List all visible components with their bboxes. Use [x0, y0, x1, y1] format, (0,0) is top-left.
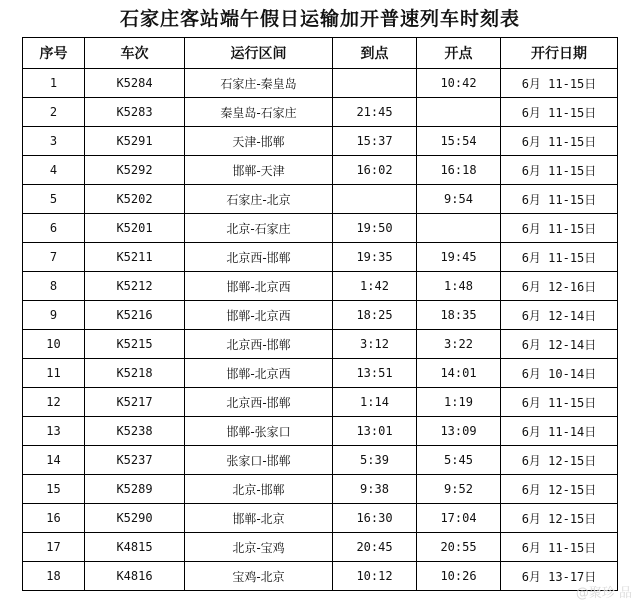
table-row	[23, 446, 618, 475]
cell-train: K5215	[85, 330, 185, 359]
cell-train: K5217	[85, 388, 185, 417]
cell-route: 石家庄-秦皇岛	[185, 69, 333, 98]
cell-train: K5211	[85, 243, 185, 272]
cell-depart: 1:48	[417, 272, 501, 301]
cell-route: 邯郸-天津	[185, 156, 333, 185]
cell-route: 北京西-邯郸	[185, 330, 333, 359]
cell-depart: 20:55	[417, 533, 501, 562]
cell-depart: 9:54	[417, 185, 501, 214]
cell-dates: 6月 11-15日	[501, 533, 618, 562]
cell-arrive: 19:35	[333, 243, 417, 272]
cell-train: K5290	[85, 504, 185, 533]
table-row	[23, 388, 618, 417]
cell-train: K5283	[85, 98, 185, 127]
cell-route: 秦皇岛-石家庄	[185, 98, 333, 127]
cell-train: K4816	[85, 562, 185, 591]
table-row	[23, 417, 618, 446]
cell-train: K5212	[85, 272, 185, 301]
cell-depart: 14:01	[417, 359, 501, 388]
cell-depart: 15:54	[417, 127, 501, 156]
cell-arrive: 21:45	[333, 98, 417, 127]
cell-arrive: 5:39	[333, 446, 417, 475]
header-depart: 开点	[417, 38, 501, 69]
cell-route: 张家口-邯郸	[185, 446, 333, 475]
cell-dates: 6月 11-15日	[501, 214, 618, 243]
cell-arrive	[333, 69, 417, 98]
cell-seq: 14	[23, 446, 85, 475]
cell-seq: 1	[23, 69, 85, 98]
cell-seq: 11	[23, 359, 85, 388]
cell-route: 北京西-邯郸	[185, 388, 333, 417]
header-seq: 序号	[23, 38, 85, 69]
cell-route: 北京-宝鸡	[185, 533, 333, 562]
cell-depart: 17:04	[417, 504, 501, 533]
table-row	[23, 98, 618, 127]
cell-depart: 9:52	[417, 475, 501, 504]
cell-seq: 4	[23, 156, 85, 185]
cell-seq: 2	[23, 98, 85, 127]
cell-seq: 17	[23, 533, 85, 562]
cell-seq: 18	[23, 562, 85, 591]
cell-train: K5284	[85, 69, 185, 98]
cell-seq: 15	[23, 475, 85, 504]
table-row	[23, 475, 618, 504]
table-row	[23, 69, 618, 98]
cell-depart: 19:45	[417, 243, 501, 272]
cell-dates: 6月 11-15日	[501, 69, 618, 98]
cell-depart: 18:35	[417, 301, 501, 330]
cell-seq: 10	[23, 330, 85, 359]
watermark-text: @聚珍 品	[575, 586, 632, 601]
cell-dates: 6月 11-15日	[501, 388, 618, 417]
cell-depart: 5:45	[417, 446, 501, 475]
cell-seq: 9	[23, 301, 85, 330]
cell-depart: 10:42	[417, 69, 501, 98]
cell-arrive	[333, 185, 417, 214]
cell-seq: 7	[23, 243, 85, 272]
cell-depart: 13:09	[417, 417, 501, 446]
cell-train: K5237	[85, 446, 185, 475]
table-row	[23, 127, 618, 156]
cell-dates: 6月 12-14日	[501, 301, 618, 330]
cell-dates: 6月 11-14日	[501, 417, 618, 446]
cell-route: 邯郸-张家口	[185, 417, 333, 446]
table-row	[23, 562, 618, 591]
table-row	[23, 301, 618, 330]
cell-dates: 6月 12-15日	[501, 446, 618, 475]
cell-arrive: 1:14	[333, 388, 417, 417]
cell-dates: 6月 11-15日	[501, 127, 618, 156]
cell-route: 石家庄-北京	[185, 185, 333, 214]
cell-seq: 13	[23, 417, 85, 446]
cell-train: K5292	[85, 156, 185, 185]
cell-train: K5238	[85, 417, 185, 446]
cell-arrive: 15:37	[333, 127, 417, 156]
cell-dates: 6月 11-15日	[501, 98, 618, 127]
cell-arrive: 18:25	[333, 301, 417, 330]
page-title: 石家庄客站端午假日运输加开普速列车时刻表	[119, 8, 520, 30]
header-train: 车次	[85, 38, 185, 69]
cell-train: K5289	[85, 475, 185, 504]
schedule-body	[23, 69, 618, 591]
cell-arrive: 13:01	[333, 417, 417, 446]
train-schedule-table	[22, 37, 618, 591]
cell-depart: 10:26	[417, 562, 501, 591]
cell-seq: 6	[23, 214, 85, 243]
cell-dates: 6月 12-15日	[501, 475, 618, 504]
cell-arrive: 19:50	[333, 214, 417, 243]
cell-route: 北京-石家庄	[185, 214, 333, 243]
cell-route: 宝鸡-北京	[185, 562, 333, 591]
cell-seq: 3	[23, 127, 85, 156]
cell-depart	[417, 214, 501, 243]
header-route: 运行区间	[185, 38, 333, 69]
cell-route: 邯郸-北京西	[185, 359, 333, 388]
cell-dates: 6月 12-16日	[501, 272, 618, 301]
cell-dates: 6月 13-17日	[501, 562, 618, 591]
cell-train: K5202	[85, 185, 185, 214]
cell-depart: 1:19	[417, 388, 501, 417]
cell-route: 邯郸-北京	[185, 504, 333, 533]
cell-seq: 5	[23, 185, 85, 214]
table-row	[23, 533, 618, 562]
cell-train: K5291	[85, 127, 185, 156]
cell-arrive: 1:42	[333, 272, 417, 301]
cell-train: K5201	[85, 214, 185, 243]
cell-dates: 6月 12-15日	[501, 504, 618, 533]
cell-train: K5218	[85, 359, 185, 388]
cell-arrive: 3:12	[333, 330, 417, 359]
table-row	[23, 504, 618, 533]
cell-train: K5216	[85, 301, 185, 330]
cell-depart	[417, 98, 501, 127]
cell-dates: 6月 11-15日	[501, 243, 618, 272]
cell-arrive: 13:51	[333, 359, 417, 388]
table-row	[23, 330, 618, 359]
cell-dates: 6月 11-15日	[501, 185, 618, 214]
cell-route: 北京西-邯郸	[185, 243, 333, 272]
cell-arrive: 9:38	[333, 475, 417, 504]
cell-seq: 12	[23, 388, 85, 417]
cell-train: K4815	[85, 533, 185, 562]
cell-dates: 6月 12-14日	[501, 330, 618, 359]
table-row	[23, 156, 618, 185]
header-arrive: 到点	[333, 38, 417, 69]
table-row	[23, 359, 618, 388]
table-row	[23, 185, 618, 214]
cell-arrive: 16:30	[333, 504, 417, 533]
table-row	[23, 214, 618, 243]
cell-dates: 6月 10-14日	[501, 359, 618, 388]
cell-dates: 6月 11-15日	[501, 156, 618, 185]
header-dates: 开行日期	[501, 38, 618, 69]
cell-seq: 16	[23, 504, 85, 533]
cell-depart: 16:18	[417, 156, 501, 185]
cell-depart: 3:22	[417, 330, 501, 359]
cell-seq: 8	[23, 272, 85, 301]
cell-route: 邯郸-北京西	[185, 301, 333, 330]
cell-arrive: 16:02	[333, 156, 417, 185]
cell-route: 邯郸-北京西	[185, 272, 333, 301]
table-row	[23, 272, 618, 301]
cell-route: 北京-邯郸	[185, 475, 333, 504]
cell-arrive: 20:45	[333, 533, 417, 562]
cell-arrive: 10:12	[333, 562, 417, 591]
header-row	[23, 38, 618, 69]
table-row	[23, 243, 618, 272]
cell-route: 天津-邯郸	[185, 127, 333, 156]
